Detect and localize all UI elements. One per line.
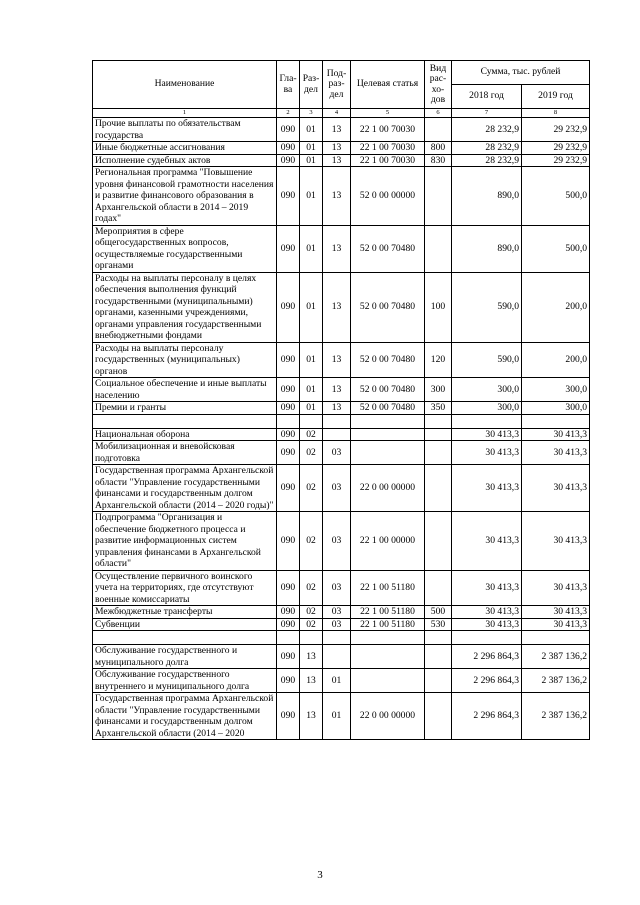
row-podrazdel: 03 <box>323 465 351 512</box>
table-row <box>93 342 590 378</box>
header-name: Наименование <box>93 61 277 109</box>
row-glava: 090 <box>277 693 300 740</box>
row-expense-type: 830 <box>425 154 452 167</box>
row-sum-2019: 30 413,3 <box>522 465 590 512</box>
column-number-row <box>93 109 590 118</box>
row-razdel: 02 <box>300 512 323 571</box>
row-sum-2019: 30 413,3 <box>522 512 590 571</box>
row-sum-2019: 29 232,9 <box>522 154 590 167</box>
empty-cell <box>300 631 323 645</box>
empty-cell <box>425 631 452 645</box>
row-podrazdel: 03 <box>323 570 351 606</box>
row-podrazdel <box>323 645 351 669</box>
table-row <box>93 606 590 619</box>
row-podrazdel: 13 <box>323 154 351 167</box>
row-glava: 090 <box>277 618 300 631</box>
row-razdel: 01 <box>300 154 323 167</box>
row-sum-2018: 590,0 <box>452 272 522 342</box>
header-podrazdel: Под-раз-дел <box>323 61 351 109</box>
row-podrazdel: 03 <box>323 606 351 619</box>
row-target-article: 52 0 00 70480 <box>351 378 425 402</box>
row-sum-2019: 300,0 <box>522 402 590 415</box>
row-name: Премии и гранты <box>93 402 277 415</box>
row-name: Расходы на выплаты персоналу государственных (муниципальных) органов <box>93 342 277 378</box>
table-row <box>93 225 590 272</box>
table-body <box>93 118 590 740</box>
row-sum-2019: 30 413,3 <box>522 570 590 606</box>
row-glava: 090 <box>277 402 300 415</box>
row-expense-type <box>425 669 452 693</box>
row-expense-type: 530 <box>425 618 452 631</box>
row-glava: 090 <box>277 465 300 512</box>
row-sum-2019: 200,0 <box>522 272 590 342</box>
header-year-2019: 2019 год <box>522 85 590 109</box>
row-razdel: 01 <box>300 118 323 142</box>
empty-cell <box>300 414 323 428</box>
table-row <box>93 618 590 631</box>
table-row <box>93 465 590 512</box>
row-target-article <box>351 428 425 441</box>
row-expense-type <box>425 441 452 465</box>
row-name: Мобилизационная и вневойсковая подготовка <box>93 441 277 465</box>
table-row <box>93 118 590 142</box>
row-expense-type: 100 <box>425 272 452 342</box>
empty-cell <box>277 414 300 428</box>
column-number: 1 <box>93 109 277 118</box>
row-sum-2018: 2 296 864,3 <box>452 693 522 740</box>
row-razdel: 01 <box>300 167 323 226</box>
row-target-article: 22 0 00 00000 <box>351 465 425 512</box>
row-podrazdel: 13 <box>323 118 351 142</box>
row-sum-2018: 590,0 <box>452 342 522 378</box>
row-podrazdel: 01 <box>323 669 351 693</box>
row-podrazdel: 13 <box>323 402 351 415</box>
table-row <box>93 402 590 415</box>
row-podrazdel: 13 <box>323 142 351 155</box>
column-number: 8 <box>522 109 590 118</box>
row-sum-2018: 28 232,9 <box>452 142 522 155</box>
table-row <box>93 645 590 669</box>
row-expense-type <box>425 570 452 606</box>
empty-cell <box>323 631 351 645</box>
row-name: Обслуживание государственного внутреннего и муниципального долга <box>93 669 277 693</box>
row-razdel: 13 <box>300 693 323 740</box>
header-glava: Гла-ва <box>277 61 300 109</box>
header-razdel: Раз-дел <box>300 61 323 109</box>
row-expense-type <box>425 225 452 272</box>
row-name: Осуществление первичного воинского учета на территориях, где отсутствуют военные комиссариаты <box>93 570 277 606</box>
row-target-article <box>351 645 425 669</box>
empty-cell <box>93 414 277 428</box>
row-sum-2018: 300,0 <box>452 402 522 415</box>
row-target-article: 52 0 00 70480 <box>351 402 425 415</box>
row-glava: 090 <box>277 428 300 441</box>
empty-cell <box>522 414 590 428</box>
row-glava: 090 <box>277 570 300 606</box>
row-name: Национальная оборона <box>93 428 277 441</box>
row-sum-2019: 2 387 136,2 <box>522 693 590 740</box>
row-razdel: 02 <box>300 606 323 619</box>
row-glava: 090 <box>277 154 300 167</box>
row-sum-2018: 890,0 <box>452 167 522 226</box>
row-target-article: 22 1 00 00000 <box>351 512 425 571</box>
row-name: Государственная программа Архангельской области "Управление государственными финансами и государственным долгом Архангельской области (2014 – 2020 <box>93 693 277 740</box>
table-row <box>93 272 590 342</box>
row-sum-2019: 30 413,3 <box>522 428 590 441</box>
table-row <box>93 428 590 441</box>
table-row <box>93 441 590 465</box>
row-expense-type: 300 <box>425 378 452 402</box>
row-glava: 090 <box>277 606 300 619</box>
row-sum-2019: 2 387 136,2 <box>522 645 590 669</box>
row-glava: 090 <box>277 669 300 693</box>
row-name: Расходы на выплаты персоналу в целях обеспечения выполнения функций государственными (муниципальными) органами, казенными учреждениями, органами управления государственными внебюджетными фондами <box>93 272 277 342</box>
row-name: Исполнение судебных актов <box>93 154 277 167</box>
row-target-article: 52 0 00 00000 <box>351 167 425 226</box>
row-razdel: 02 <box>300 441 323 465</box>
row-razdel: 01 <box>300 402 323 415</box>
blank-row <box>93 414 590 428</box>
row-glava: 090 <box>277 167 300 226</box>
row-glava: 090 <box>277 142 300 155</box>
row-glava: 090 <box>277 441 300 465</box>
table-row <box>93 570 590 606</box>
empty-cell <box>277 631 300 645</box>
row-razdel: 13 <box>300 669 323 693</box>
row-glava: 090 <box>277 378 300 402</box>
row-razdel: 01 <box>300 272 323 342</box>
table-row <box>93 693 590 740</box>
empty-cell <box>452 631 522 645</box>
row-expense-type <box>425 428 452 441</box>
header-target-article: Целевая статья <box>351 61 425 109</box>
row-target-article: 52 0 00 70480 <box>351 342 425 378</box>
column-number: 4 <box>323 109 351 118</box>
row-sum-2019: 500,0 <box>522 167 590 226</box>
row-expense-type <box>425 645 452 669</box>
table-row <box>93 669 590 693</box>
row-razdel: 13 <box>300 645 323 669</box>
blank-row <box>93 631 590 645</box>
row-sum-2019: 29 232,9 <box>522 118 590 142</box>
row-sum-2018: 28 232,9 <box>452 118 522 142</box>
row-podrazdel: 03 <box>323 512 351 571</box>
row-expense-type: 500 <box>425 606 452 619</box>
table-row <box>93 142 590 155</box>
row-podrazdel: 03 <box>323 441 351 465</box>
row-expense-type <box>425 693 452 740</box>
row-target-article <box>351 441 425 465</box>
row-name: Обслуживание государственного и муниципального долга <box>93 645 277 669</box>
row-name: Субвенции <box>93 618 277 631</box>
row-target-article: 22 1 00 70030 <box>351 118 425 142</box>
budget-table <box>92 60 590 740</box>
row-target-article: 22 1 00 51180 <box>351 570 425 606</box>
row-name: Подпрограмма "Организация и обеспечение бюджетного процесса и развитие информационных систем управления финансами в Архангельской области" <box>93 512 277 571</box>
row-sum-2019: 30 413,3 <box>522 441 590 465</box>
row-sum-2018: 30 413,3 <box>452 512 522 571</box>
row-sum-2018: 30 413,3 <box>452 570 522 606</box>
header-sum: Сумма, тыс. рублей <box>452 61 590 85</box>
table-row <box>93 154 590 167</box>
empty-cell <box>522 631 590 645</box>
row-name: Мероприятия в сфере общегосударственных вопросов, осуществляемые государственными органами <box>93 225 277 272</box>
row-sum-2018: 2 296 864,3 <box>452 669 522 693</box>
column-number: 2 <box>277 109 300 118</box>
row-name: Иные бюджетные ассигнования <box>93 142 277 155</box>
column-number: 3 <box>300 109 323 118</box>
row-podrazdel: 01 <box>323 693 351 740</box>
table-row <box>93 512 590 571</box>
row-glava: 090 <box>277 118 300 142</box>
row-podrazdel: 13 <box>323 272 351 342</box>
row-razdel: 01 <box>300 378 323 402</box>
row-expense-type <box>425 465 452 512</box>
row-expense-type <box>425 512 452 571</box>
row-razdel: 01 <box>300 225 323 272</box>
empty-cell <box>323 414 351 428</box>
row-razdel: 02 <box>300 570 323 606</box>
page-number: 3 <box>317 869 323 881</box>
row-target-article: 22 0 00 00000 <box>351 693 425 740</box>
row-glava: 090 <box>277 342 300 378</box>
empty-cell <box>351 414 425 428</box>
row-sum-2019: 30 413,3 <box>522 606 590 619</box>
row-target-article: 52 0 00 70480 <box>351 272 425 342</box>
row-podrazdel <box>323 428 351 441</box>
row-razdel: 02 <box>300 428 323 441</box>
row-podrazdel: 13 <box>323 167 351 226</box>
row-name: Прочие выплаты по обязательствам государства <box>93 118 277 142</box>
row-sum-2018: 2 296 864,3 <box>452 645 522 669</box>
column-number: 5 <box>351 109 425 118</box>
row-target-article: 22 1 00 51180 <box>351 618 425 631</box>
empty-cell <box>351 631 425 645</box>
empty-cell <box>452 414 522 428</box>
row-expense-type: 800 <box>425 142 452 155</box>
table-row <box>93 378 590 402</box>
row-target-article <box>351 669 425 693</box>
row-glava: 090 <box>277 645 300 669</box>
row-target-article: 52 0 00 70480 <box>351 225 425 272</box>
row-sum-2019: 200,0 <box>522 342 590 378</box>
row-glava: 090 <box>277 512 300 571</box>
row-razdel: 02 <box>300 618 323 631</box>
row-glava: 090 <box>277 225 300 272</box>
header-expense-type: Вид рас-хо-дов <box>425 61 452 109</box>
row-sum-2018: 30 413,3 <box>452 428 522 441</box>
row-sum-2019: 30 413,3 <box>522 618 590 631</box>
row-expense-type: 350 <box>425 402 452 415</box>
row-podrazdel: 13 <box>323 378 351 402</box>
row-sum-2019: 500,0 <box>522 225 590 272</box>
row-sum-2018: 890,0 <box>452 225 522 272</box>
row-razdel: 01 <box>300 142 323 155</box>
row-target-article: 22 1 00 70030 <box>351 142 425 155</box>
row-podrazdel: 13 <box>323 342 351 378</box>
column-number: 6 <box>425 109 452 118</box>
row-target-article: 22 1 00 70030 <box>351 154 425 167</box>
row-name: Социальное обеспечение и иные выплаты населению <box>93 378 277 402</box>
row-sum-2018: 30 413,3 <box>452 618 522 631</box>
table-row <box>93 167 590 226</box>
row-sum-2018: 300,0 <box>452 378 522 402</box>
row-sum-2019: 2 387 136,2 <box>522 669 590 693</box>
column-number: 7 <box>452 109 522 118</box>
row-podrazdel: 13 <box>323 225 351 272</box>
row-sum-2019: 300,0 <box>522 378 590 402</box>
row-sum-2018: 30 413,3 <box>452 606 522 619</box>
header-year-2018: 2018 год <box>452 85 522 109</box>
row-razdel: 02 <box>300 465 323 512</box>
row-name: Межбюджетные трансферты <box>93 606 277 619</box>
row-sum-2018: 30 413,3 <box>452 441 522 465</box>
row-expense-type: 120 <box>425 342 452 378</box>
row-razdel: 01 <box>300 342 323 378</box>
empty-cell <box>93 631 277 645</box>
row-podrazdel: 03 <box>323 618 351 631</box>
row-sum-2019: 29 232,9 <box>522 142 590 155</box>
row-expense-type <box>425 118 452 142</box>
empty-cell <box>425 414 452 428</box>
row-target-article: 22 1 00 51180 <box>351 606 425 619</box>
row-sum-2018: 30 413,3 <box>452 465 522 512</box>
row-glava: 090 <box>277 272 300 342</box>
row-sum-2018: 28 232,9 <box>452 154 522 167</box>
row-name: Региональная программа "Повышение уровня финансовой грамотности населения и развитие финансового образования в Архангельской области в 2014 – 2019 годах" <box>93 167 277 226</box>
row-expense-type <box>425 167 452 226</box>
row-name: Государственная программа Архангельской области "Управление государственными финансами и государственным долгом Архангельской области (2014 – 2020 годы)" <box>93 465 277 512</box>
